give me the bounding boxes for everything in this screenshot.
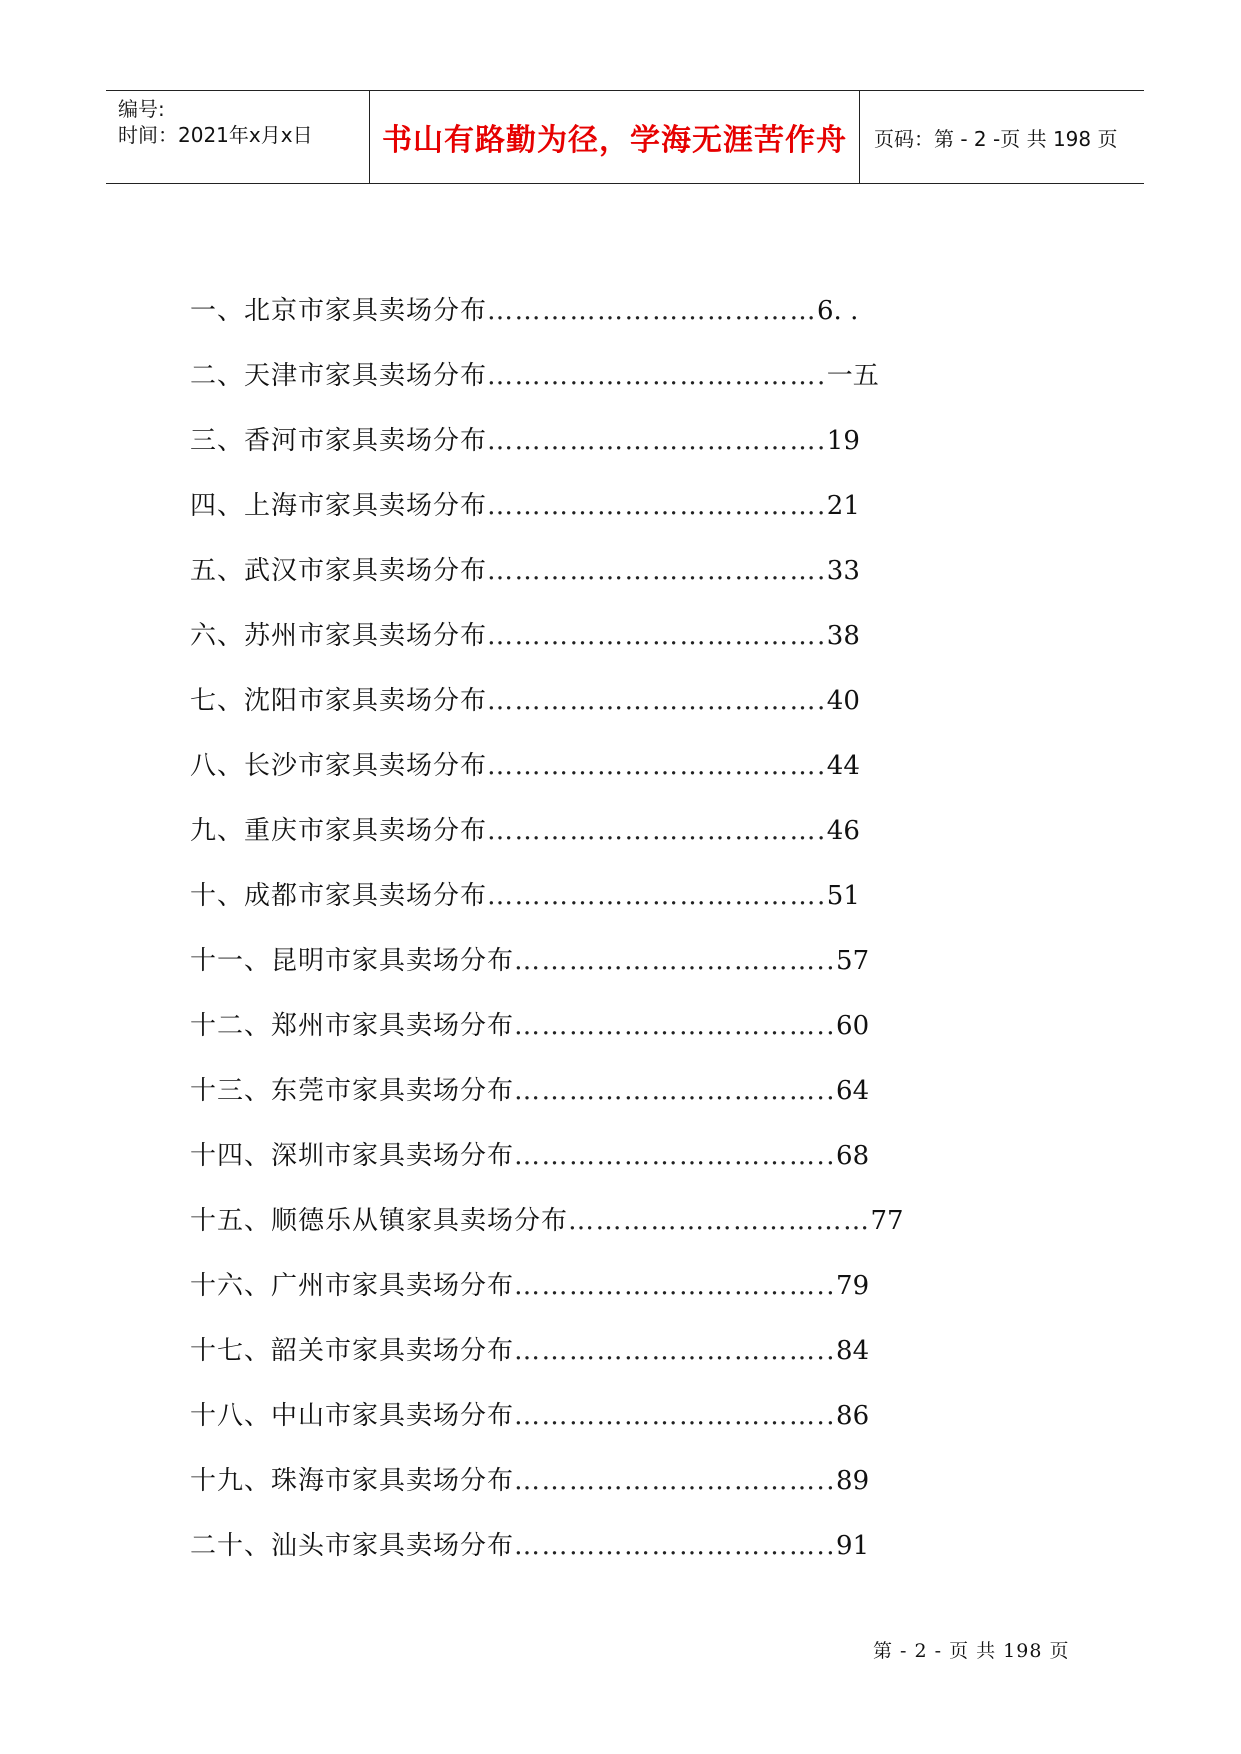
toc-entry-label: 十六、广州市家具卖场分布 <box>190 1271 515 1301</box>
toc-entry-label: 十九、珠海市家具卖场分布 <box>190 1466 515 1496</box>
toc-entry-label: 十四、深圳市家具卖场分布 <box>190 1141 515 1171</box>
toc-entry[interactable] <box>190 810 860 850</box>
document-time-label: 时间：2021年x月x日 <box>118 123 313 147</box>
toc-entry[interactable] <box>190 355 879 395</box>
toc-entry[interactable] <box>190 1330 869 1370</box>
toc-entry-page-number: 6. . <box>817 296 859 326</box>
toc-entry[interactable] <box>190 615 860 655</box>
toc-entry[interactable] <box>190 1460 869 1500</box>
toc-entry-page-number: 38 <box>826 621 860 651</box>
toc-entry[interactable] <box>190 1070 869 1110</box>
toc-entry-label: 六、苏州市家具卖场分布 <box>190 621 488 651</box>
toc-entry-leader: ………………………………. <box>487 816 827 846</box>
toc-entry-leader: ……………………………… <box>487 296 818 326</box>
toc-entry-label: 十三、东莞市家具卖场分布 <box>190 1076 515 1106</box>
toc-entry-page-number: 60 <box>836 1011 870 1041</box>
toc-entry-page-number: 77 <box>870 1206 904 1236</box>
toc-entry[interactable] <box>190 550 860 590</box>
toc-entry-page-number: 21 <box>826 491 860 521</box>
toc-entry-label: 十八、中山市家具卖场分布 <box>190 1401 515 1431</box>
toc-entry[interactable] <box>190 1005 869 1045</box>
header-meta-cell <box>106 91 370 183</box>
toc-entry-leader: ………………………………. <box>487 686 827 716</box>
toc-entry-page-number: 57 <box>836 946 870 976</box>
toc-entry-page-number: 91 <box>836 1531 870 1561</box>
document-number-label: 编号: <box>118 97 165 121</box>
toc-entry-page-number: 79 <box>836 1271 870 1301</box>
toc-entry-label: 十一、昆明市家具卖场分布 <box>190 946 515 976</box>
toc-entry-leader: ………………………………. <box>487 881 827 911</box>
page-header <box>106 90 1144 184</box>
toc-entry-label: 五、武汉市家具卖场分布 <box>190 556 488 586</box>
toc-entry-leader: ………………………………. <box>487 426 827 456</box>
toc-entry-leader: …………………………….. <box>514 1336 837 1366</box>
toc-entry-label: 三、香河市家具卖场分布 <box>190 426 488 456</box>
toc-entry-leader: …………………………….. <box>514 1401 837 1431</box>
toc-entry[interactable] <box>190 940 869 980</box>
toc-entry-label: 七、沈阳市家具卖场分布 <box>190 686 488 716</box>
toc-entry-leader: ………………………………. <box>487 361 827 391</box>
toc-entry-label: 九、重庆市家具卖场分布 <box>190 816 488 846</box>
toc-entry-page-number: 一五 <box>826 361 879 391</box>
toc-entry[interactable] <box>190 1395 869 1435</box>
toc-entry-label: 四、上海市家具卖场分布 <box>190 491 488 521</box>
toc-entry-leader: …………………………….. <box>514 1011 837 1041</box>
toc-entry-leader: …………………………….. <box>514 1271 837 1301</box>
header-motto-cell <box>370 91 860 183</box>
toc-entry-leader: ………………………………. <box>487 556 827 586</box>
toc-entry-label: 一、北京市家具卖场分布 <box>190 296 488 326</box>
toc-entry-leader: …………………………… <box>568 1206 871 1236</box>
toc-entry-leader: …………………………….. <box>514 1141 837 1171</box>
toc-entry[interactable] <box>190 745 860 785</box>
toc-entry-leader: …………………………….. <box>514 1076 837 1106</box>
toc-entry-label: 二十、汕头市家具卖场分布 <box>190 1531 515 1561</box>
toc-entry-page-number: 89 <box>836 1466 870 1496</box>
toc-entry-leader: ………………………………. <box>487 751 827 781</box>
toc-entry-page-number: 44 <box>826 751 860 781</box>
toc-entry[interactable] <box>190 680 860 720</box>
motto-text: 书山有路勤为径，学海无涯苦作舟 <box>382 123 847 158</box>
toc-entry-leader: …………………………….. <box>514 1531 837 1561</box>
toc-entry[interactable] <box>190 290 858 330</box>
toc-entry-leader: …………………………….. <box>514 1466 837 1496</box>
toc-entry-page-number: 40 <box>826 686 860 716</box>
header-page-info: 页码：第 - 2 -页 共 198 页 <box>874 126 1118 151</box>
toc-entry-label: 十二、郑州市家具卖场分布 <box>190 1011 515 1041</box>
toc-entry-page-number: 86 <box>836 1401 870 1431</box>
toc-entry-leader: ………………………………. <box>487 621 827 651</box>
toc-entry-label: 八、长沙市家具卖场分布 <box>190 751 488 781</box>
page-footer: 第 - 2 - 页 共 198 页 <box>873 1640 1070 1662</box>
toc-entry[interactable] <box>190 485 860 525</box>
toc-entry-page-number: 64 <box>836 1076 870 1106</box>
header-page-cell <box>860 91 1144 183</box>
toc-entry[interactable] <box>190 1200 904 1240</box>
toc-entry-page-number: 33 <box>826 556 860 586</box>
toc-entry-page-number: 68 <box>836 1141 870 1171</box>
toc-entry[interactable] <box>190 1135 869 1175</box>
toc-entry-label: 十、成都市家具卖场分布 <box>190 881 488 911</box>
toc-entry-page-number: 19 <box>826 426 860 456</box>
toc-entry[interactable] <box>190 875 860 915</box>
toc-entry-page-number: 51 <box>826 881 860 911</box>
toc-entry-label: 二、天津市家具卖场分布 <box>190 361 488 391</box>
toc-entry-label: 十五、顺德乐从镇家具卖场分布 <box>190 1206 569 1236</box>
toc-entry-label: 十七、韶关市家具卖场分布 <box>190 1336 515 1366</box>
toc-entry-page-number: 84 <box>836 1336 870 1366</box>
toc-entry-page-number: 46 <box>826 816 860 846</box>
toc-entry[interactable] <box>190 1525 869 1565</box>
toc-entry[interactable] <box>190 1265 869 1305</box>
toc-entry-leader: …………………………….. <box>514 946 837 976</box>
toc-entry[interactable] <box>190 420 860 460</box>
toc-entry-leader: ………………………………. <box>487 491 827 521</box>
